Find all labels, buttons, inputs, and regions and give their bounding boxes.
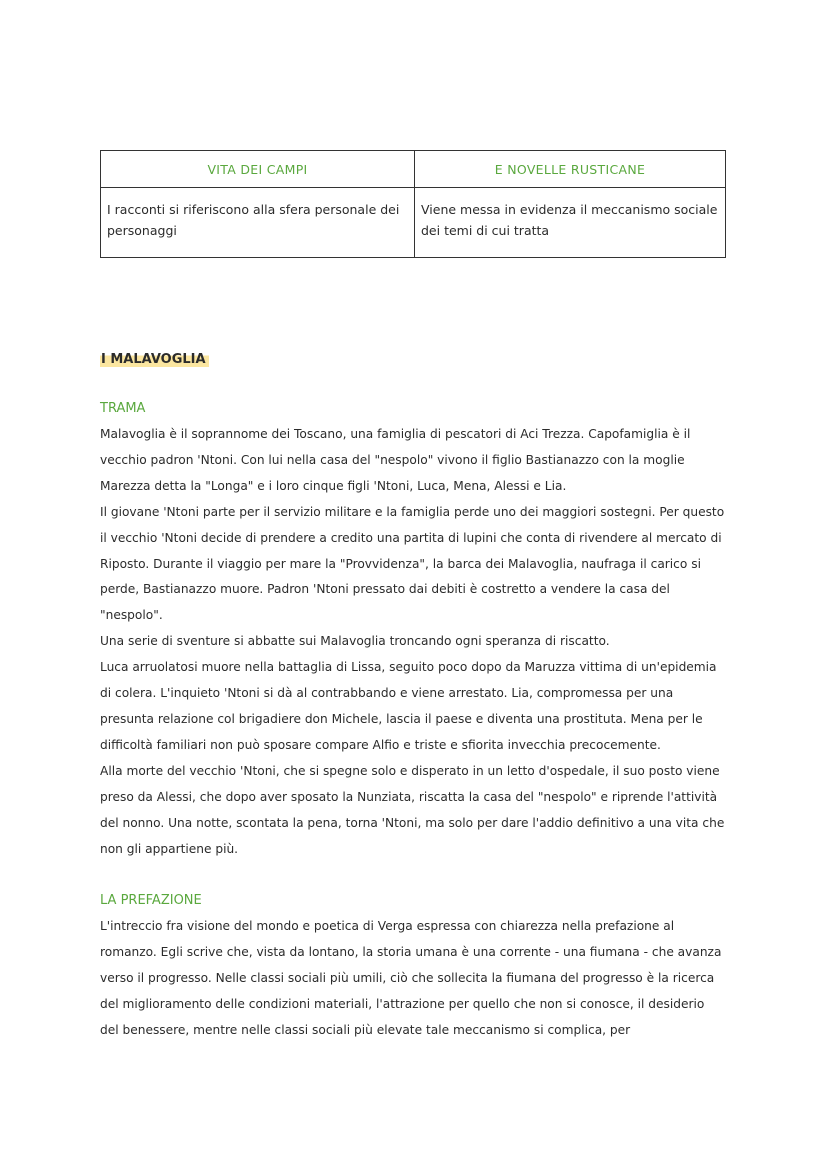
trama-paragraph: Una serie di sventure si abbatte sui Malavoglia troncando ogni speranza di riscatto. (100, 634, 610, 649)
document-body (100, 396, 726, 1044)
trama-paragraph: Malavoglia è il soprannome dei Toscano, una famiglia di pescatori di Aci Trezza. Capofamiglia è il vecchio padron 'Ntoni. Con lui nella casa del "nespolo" vivono il figlio Bastianazzo con la moglie Marezza detta la "Longa" e i loro cinque figli 'Ntoni, Luca, Mena, Alessi e Lia. (100, 427, 691, 493)
trama-paragraph: Il giovane 'Ntoni parte per il servizio militare e la famiglia perde uno dei maggiori sostegni. Per questo il vecchio 'Ntoni decide di prendere a credito una partita di lupini che conta di rivendere al mercato di Riposto. Durante il viaggio per mare la "Provvidenza", la barca dei Malavoglia, naufraga il carico si perde, Bastianazzo muore. Padron 'Ntoni pressato dai debiti è costretto a vendere la casa del "nespolo". (100, 504, 725, 623)
trama-heading: TRAMA (100, 401, 146, 416)
comparison-table (100, 150, 726, 258)
prefazione-heading: LA PREFAZIONE (100, 893, 202, 909)
table-row (101, 188, 726, 258)
section-title-malavoglia: I MALAVOGLIA (100, 350, 209, 369)
table-cell-vita-dei-campi: I racconti si riferiscono alla sfera personale dei personaggi (101, 188, 415, 258)
table-header-vita-dei-campi: VITA DEI CAMPI (101, 151, 415, 188)
prefazione-paragraph: L'intreccio fra visione del mondo e poetica di Verga espressa con chiarezza nella prefazione al romanzo. Egli scrive che, vista da lontano, la storia umana è una corrente - una fiumana - che avanza verso il progresso. Nelle classi sociali più umili, ciò che sollecita la fiumana del progresso è la ricerca del miglioramento delle condizioni materiali, l'attrazione per quello che non si conosce, il desiderio del benessere, mentre nelle classi sociali più elevate tale meccanismo si complica, per (100, 919, 722, 1038)
trama-paragraph: Alla morte del vecchio 'Ntoni, che si spegne solo e disperato in un letto d'ospedale, il suo posto viene preso da Alessi, che dopo aver sposato la Nunziata, riscatta la casa del "nespolo" e riprende l'attività del nonno. Una notte, scontata la pena, torna 'Ntoni, ma solo per dare l'addio definitivo a una vita che non gli appartiene più. (100, 763, 725, 856)
section-spacer (100, 862, 726, 888)
table-header-novelle-rusticane: E NOVELLE RUSTICANE (415, 151, 726, 188)
table-header-row (101, 151, 726, 188)
table-cell-novelle-rusticane: Viene messa in evidenza il meccanismo sociale dei temi di cui tratta (415, 188, 726, 258)
trama-paragraph: Luca arruolatosi muore nella battaglia di Lissa, seguito poco dopo da Maruzza vittima di un'epidemia di colera. L'inquieto 'Ntoni si dà al contrabbando e viene arrestato. Lia, compromessa per una presunta relazione col brigadiere don Michele, lascia il paese e diventa una prostituta. Mena per le difficoltà familiari non può sposare compare Alfio e triste e sfiorita invecchia precocemente. (100, 660, 717, 752)
